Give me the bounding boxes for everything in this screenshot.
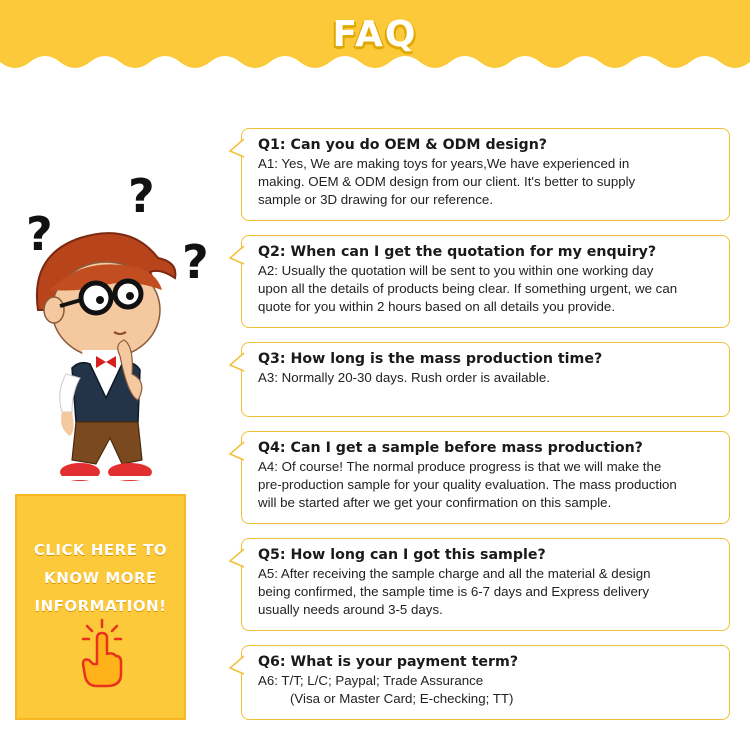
faq-question: Q3: How long is the mass production time?	[258, 351, 603, 367]
speech-bubble-tail	[230, 353, 244, 373]
question-mark-icon: ?	[128, 169, 155, 223]
speech-bubble-tail	[230, 442, 244, 462]
faq-answer: A4: Of course! The normal produce progress is that we will make the pre-production sample for your quality evaluation. The mass production will be started after we get your confirmation on this sample.	[258, 459, 677, 510]
more-info-text: CLICK HERE TO KNOW MORE INFORMATION!	[33, 541, 168, 615]
faq-question: Q6: What is your payment term?	[258, 654, 519, 670]
faq-item-5	[241, 538, 730, 631]
faq-question: Q2: When can I get the quotation for my enquiry?	[258, 244, 657, 260]
speech-bubble-tail	[230, 139, 244, 159]
thinking-boy-illustration	[10, 160, 209, 490]
question-mark-icon: ?	[26, 207, 53, 261]
faq-item-3	[241, 342, 730, 417]
page-title: FAQ	[332, 14, 418, 55]
faq-answer: A2: Usually the quotation will be sent to you within one working day upon all the details of products being clear. If something urgent, we can quote for you within 2 hours based on all details you provide.	[258, 263, 678, 314]
speech-bubble-tail	[230, 246, 244, 266]
speech-bubble-tail	[230, 656, 244, 676]
faq-answer: A6: T/T; L/C; Paypal; Trade Assurance (Visa or Master Card; E-checking; TT)	[258, 673, 514, 706]
faq-question: Q4: Can I get a sample before mass production?	[258, 440, 643, 456]
faq-answer: A5: After receiving the sample charge and all the material & design being confirmed, the sample time is 6-7 days and Express delivery usually needs around 3-5 days.	[258, 566, 651, 617]
question-mark-icon: ?	[182, 235, 209, 289]
faq-answer: A3: Normally 20-30 days. Rush order is available.	[258, 370, 550, 385]
faq-question: Q5: How long can I got this sample?	[258, 547, 546, 563]
faq-item-1	[241, 128, 730, 221]
pointing-hand-icon	[79, 618, 125, 688]
speech-bubble-tail	[230, 549, 244, 569]
faq-question: Q1: Can you do OEM & ODM design?	[258, 137, 548, 153]
more-info-button[interactable]	[15, 494, 186, 720]
faq-answer: A1: Yes, We are making toys for years,We have experienced in making. OEM & ODM design from our client. It's better to supply sample or 3D drawing for our reference.	[258, 156, 636, 207]
faq-item-6	[241, 645, 730, 720]
faq-item-4	[241, 431, 730, 524]
faq-item-2	[241, 235, 730, 328]
faq-header-banner	[0, 0, 750, 80]
